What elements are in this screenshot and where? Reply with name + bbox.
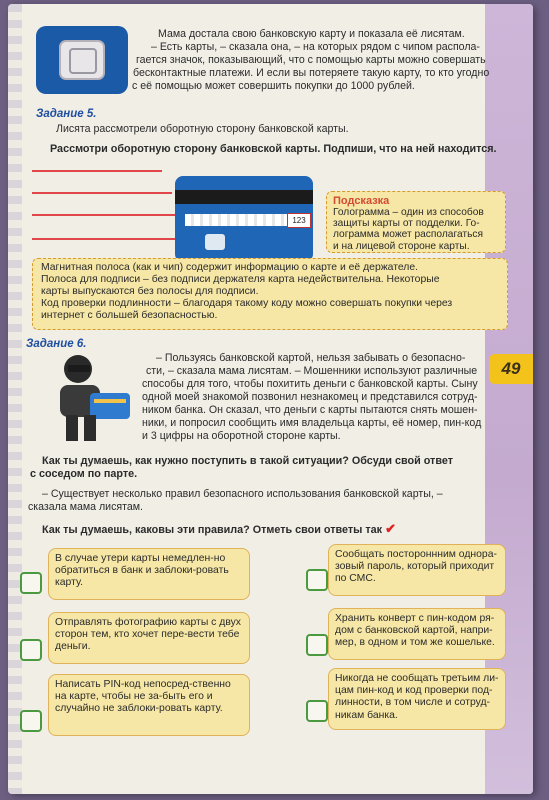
intro-line: Мама достала свою банковскую карту и показала её лисятам. <box>158 28 465 40</box>
story-line: ники, и попросил сообщить имя владельца карты, её номер, пин-код <box>142 417 482 429</box>
rule-box: Написать PIN-код непосред-ственно на карте, чтобы не за-быть его и случайно не заблоки-ровать карту. <box>48 674 250 736</box>
intro-line: – Есть карты, – сказала она, – на которых рядом с чипом распола- <box>151 41 480 53</box>
rules-intro: – Существует несколько правил безопасного использования банковской карты, – <box>42 488 443 500</box>
workbook-page <box>8 4 533 794</box>
task5-instruction: Рассмотри оборотную сторону банковской карты. Подпиши, что на ней находится. <box>50 143 497 155</box>
hint-box <box>326 191 506 253</box>
info-line: Код проверки подлинности – благодаря такому коду можно совершать покупки через <box>41 298 453 309</box>
rule-checkbox[interactable] <box>306 700 328 722</box>
info-line: интернет с большей безопасностью. <box>41 310 218 321</box>
story-line: способы для того, чтобы похитить деньги с банковской карты. Сыну <box>142 378 478 390</box>
rule-checkbox[interactable] <box>20 639 42 661</box>
rule-box: Отправлять фотографию карты с двух сторон тем, кто хочет пере-вести тебе деньги. <box>48 612 250 664</box>
hint-text <box>333 207 501 252</box>
magnetic-strip <box>175 190 313 204</box>
info-line: карты выпускаются без полосы для подписи. <box>41 286 259 297</box>
task6-question: с соседом по парте. <box>30 468 138 480</box>
rule-checkbox[interactable] <box>306 634 328 656</box>
bank-card-back <box>175 176 313 262</box>
story-line: ником банка. Он сказал, что деньги с карты пытаются снять мошен- <box>142 404 478 416</box>
rule-box: Хранить конверт с пин-кодом ря-дом с банковской картой, напри-мер, в одном и том же кошельке. <box>328 608 506 660</box>
task6-question: Как ты думаешь, как нужно поступить в такой ситуации? Обсуди свой ответ <box>42 455 453 467</box>
rule-checkbox[interactable] <box>20 710 42 732</box>
info-line: Полоса для подписи – без подписи держателя карта недействительна. Некоторые <box>41 274 440 285</box>
label-line <box>32 214 182 216</box>
hint-line: лограмма может располагаться <box>333 229 483 241</box>
story-line: и 3 цифры на оборотной стороне карты. <box>142 430 341 442</box>
hint-title: Подсказка <box>333 195 390 207</box>
label-line <box>32 238 192 240</box>
rule-box: В случае утери карты немедлен-но обратиться в банк и заблоки-ровать карту. <box>48 548 250 600</box>
question-text: Как ты думаешь, каковы эти правила? Отметь свои ответы так <box>42 524 383 536</box>
task6-question <box>42 523 396 536</box>
info-line: Магнитная полоса (как и чип) содержит информацию о карте и её держателе. <box>41 262 419 273</box>
task5-label: Задание 5. <box>36 108 97 120</box>
hint-line: защиты карты от подделки. Го- <box>333 218 480 230</box>
task6-label: Задание 6. <box>26 338 87 350</box>
intro-line: бесконтактные платежи. И если вы потеряете такую карту, то кто угодно <box>133 67 490 79</box>
info-box <box>32 258 508 330</box>
thief-illustration <box>48 349 138 444</box>
intro-line: гается значок, показывающий, что с помощью карты можно совершать <box>136 54 486 66</box>
rule-box: Никогда не сообщать третьим ли-цам пин-код и код проверки под-линности, в том числе и сотруд-никам банка. <box>328 668 506 730</box>
story-line: – Пользуясь банковской картой, нельзя забывать о безопасно- <box>156 352 466 364</box>
story-line: одной моей знакомой позвонил незнакомец и представился сотруд- <box>142 391 478 403</box>
rule-checkbox[interactable] <box>20 572 42 594</box>
spiral-binding <box>8 4 22 794</box>
story-line: сти, – сказала мама лисятам. – Мошенники используют различные <box>146 365 478 377</box>
check-mark-icon: ✔ <box>385 521 396 536</box>
label-line <box>32 192 172 194</box>
label-line <box>32 170 162 172</box>
rules-intro: сказала мама лисятам. <box>28 501 143 513</box>
page-number: 49 <box>489 354 533 384</box>
rule-box: Сообщать постороннним однора-зовый пароль, который приходит по СМС. <box>328 544 506 596</box>
card-chip-icon <box>36 26 128 94</box>
intro-line: с её помощью может совершить покупки до 1000 рублей. <box>132 80 415 92</box>
task5-text: Лисята рассмотрели оборотную сторону банковской карты. <box>56 123 349 135</box>
hologram <box>205 234 225 250</box>
hint-line: и на лицевой стороне карты. <box>333 240 470 252</box>
hint-line: Голограмма – один из способов <box>333 207 484 218</box>
signature-strip <box>185 214 287 226</box>
cvv-code: 123 <box>287 213 311 228</box>
rule-checkbox[interactable] <box>306 569 328 591</box>
